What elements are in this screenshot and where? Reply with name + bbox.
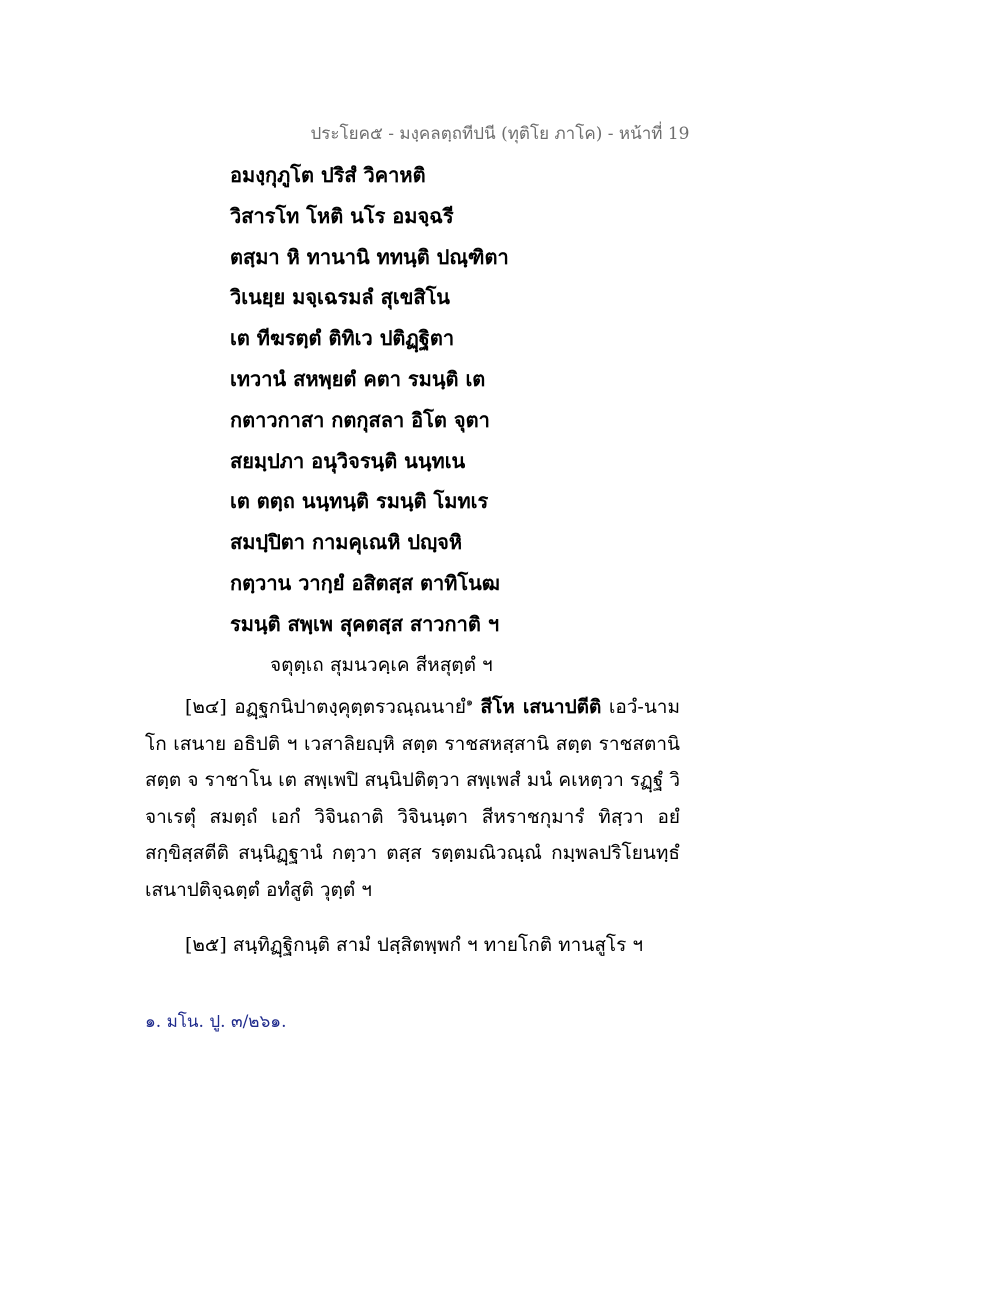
page-header: ประโยค๕ - มงฺคลตฺถทีปนี (ทุติโย ภาโค) - หน้าที่ 19	[310, 124, 690, 144]
footnote-marker: ๑	[466, 695, 473, 709]
verse-line: วิเนยฺย มจฺเฉรมลํ สุเขสิโน	[230, 285, 450, 310]
footnote: ๑. มโน. ปู. ๓/๒๖๑.	[145, 1012, 287, 1032]
verse-line: อมงฺกุภูโต ปริสํ วิคาหติ	[230, 163, 426, 187]
verse-line: เต ตตฺถ นนฺทนฺติ รมนฺติ โมทเร	[230, 489, 489, 514]
verse-line: เทวานํ สหพฺยตํ คตา รมนฺติ เต	[230, 366, 486, 391]
verse-line: กตาวกาสา กตกุสลา อิโต จุตา	[230, 407, 490, 432]
verse-line: วิสารโท โหติ นโร อมจฺฉรี	[230, 203, 454, 228]
verse-line: สมปฺปิตา กามคุเณหิ ปญฺจหิ	[230, 530, 463, 555]
verse-block	[230, 160, 509, 650]
paragraph-number: [๒๔]	[185, 696, 227, 718]
headword: สีโห เสนาปตีติ	[480, 696, 602, 718]
verse-line: เต ทีฆรตฺตํ ติทิเว ปติฏฺฐิตา	[230, 326, 455, 351]
paragraph-text: สนฺทิฏฺฐิกนฺติ สามํ ปสฺสิตพฺพกํ ฯ ทายโกติ ทานสูโร ฯ	[232, 934, 644, 956]
verse-line: สยมฺปภา อนุวิจรนฺติ นนฺทเน	[230, 448, 466, 473]
paragraph-text: เอวํ-นามโก เสนาย อธิปติ ฯ เวสาลิยญฺหิ สตฺต ราชสหสฺสานิ สตฺต ราชสตานิ สตฺต จ ราชาโน เต สพฺเพปิ สนฺนิปติตฺวา สพฺเพสํ มนํ คเหตฺวา รฏฺฐํ วิจาเรตุํ สมตฺถํ เอกํ วิจินถาติ วิจินนฺตา สีหราชกุมารํ ทิสฺวา อยํ สกฺขิสฺสตีติ สนฺนิฏฺฐานํ กตฺวา ตสฺส รตฺตมณิวณฺณํ กมฺพลปริโยนทฺธํ เสนาปติจฺฉตฺตํ อทํสูติ วุตฺตํ ฯ	[145, 696, 681, 901]
verse-line: รมนฺติ สพฺเพ สุคตสฺส สาวกาติ ฯ	[230, 611, 500, 636]
sutta-end-line: จตุตฺเถ สุมนวคฺเค สีหสุตฺตํ ฯ	[270, 654, 493, 676]
verse-line: กตฺวาน วากฺยํ อสิตสฺส ตาทิโนฒ	[230, 570, 500, 595]
commentary-source: อฏฺฐกนิปาตงฺคุตฺตรวณฺณนายํ	[234, 696, 467, 718]
verse-line: ตสฺมา หิ ทานานิ ททนฺติ ปณฺฑิตา	[230, 244, 509, 269]
paragraph-24	[145, 689, 680, 908]
paragraph-number: [๒๕]	[185, 934, 227, 956]
paragraph-25	[145, 927, 680, 964]
